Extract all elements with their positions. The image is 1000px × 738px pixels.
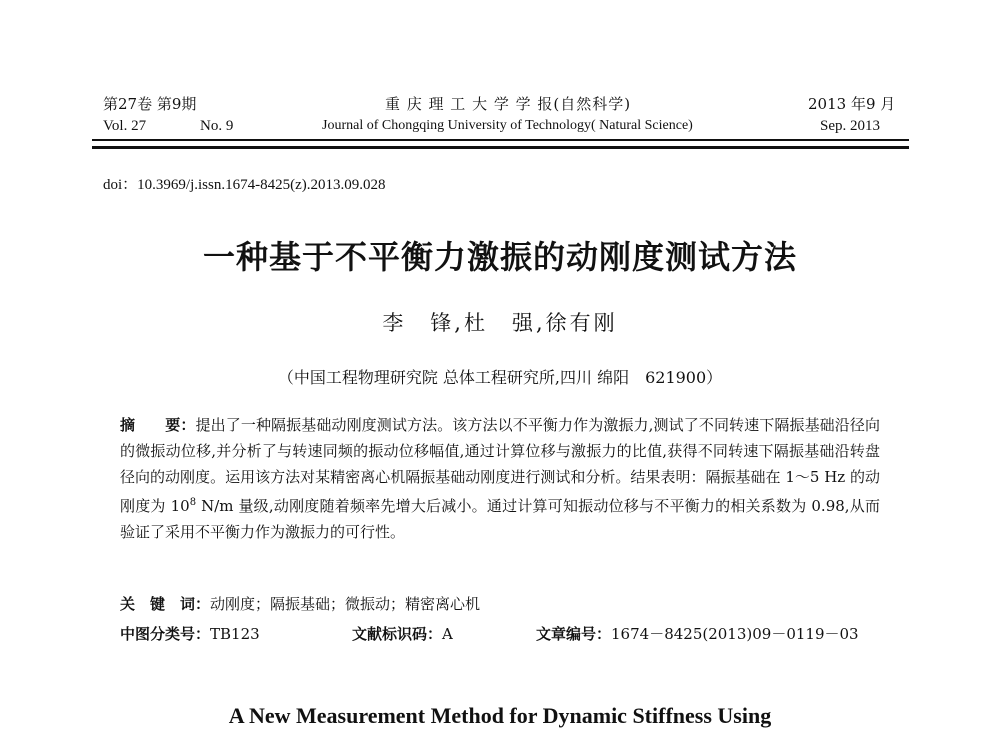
volume-en: Vol. 27 bbox=[103, 118, 147, 134]
volume-issue-cn: 第27卷 第9期 bbox=[103, 95, 197, 113]
doc-code-value: A bbox=[442, 625, 453, 643]
clc-value: TB123 bbox=[210, 625, 260, 643]
abstract-superscript: 8 bbox=[189, 497, 197, 508]
clc-number bbox=[120, 623, 260, 644]
authors: 李 锋,杜 强,徐有刚 bbox=[382, 311, 618, 335]
paper-title: 一种基于不平衡力激振的动刚度测试方法 bbox=[202, 238, 797, 276]
date-en: Sep. 2013 bbox=[820, 118, 880, 134]
header-rule-thin bbox=[92, 139, 909, 141]
doc-code-label: 文献标识码： bbox=[352, 625, 443, 643]
keywords bbox=[120, 593, 480, 614]
affiliation: （中国工程物理研究院 总体工程研究所,四川 绵阳 621900） bbox=[277, 368, 723, 387]
doi: doi：10.3969/j.issn.1674-8425(z).2013.09.028 bbox=[103, 177, 386, 193]
header-rule-thick bbox=[92, 146, 909, 149]
article-number-value: 1674－8425(2013)09－0119－03 bbox=[611, 625, 859, 643]
abstract-text-2: N/m 量级,动刚度随着频率先增大后减小。通过计算可知振动位移与不平衡力的相关系数为 0.98,从而验证了采用不平衡力作为激振力的可行性。 bbox=[120, 497, 880, 541]
document-code bbox=[352, 623, 453, 644]
date-cn: 2013 年9 月 bbox=[808, 95, 896, 113]
abstract-text-1: 提出了一种隔振基础动刚度测试方法。该方法以不平衡力作为激振力,测试了不同转速下隔振基础沿径向的微振动位移,并分析了与转速同频的振动位移幅值,通过计算位移与激振力的比值,获得不同转速下隔振基础沿转盘径向的动刚度。运用该方法对某精密离心机隔振基础动刚度进行测试和分析。结果表明：隔振基础在 1～5 Hz 的动刚度为 10 bbox=[120, 416, 880, 515]
keywords-text: 动刚度；隔振基础；微振动；精密离心机 bbox=[210, 595, 481, 613]
english-title: A New Measurement Method for Dynamic Stiffness Using bbox=[228, 703, 772, 728]
journal-name-cn: 重 庆 理 工 大 学 学 报(自然科学) bbox=[385, 95, 632, 113]
article-number-label: 文章编号： bbox=[536, 625, 612, 643]
journal-name-en: Journal of Chongqing University of Technology( Natural Science) bbox=[322, 118, 693, 133]
clc-label: 中图分类号： bbox=[120, 625, 211, 643]
keywords-label: 关 键 词： bbox=[120, 595, 211, 613]
abstract-label: 摘 要： bbox=[120, 416, 196, 434]
issue-en: No. 9 bbox=[200, 118, 234, 134]
article-number bbox=[536, 623, 859, 644]
abstract bbox=[120, 412, 880, 545]
